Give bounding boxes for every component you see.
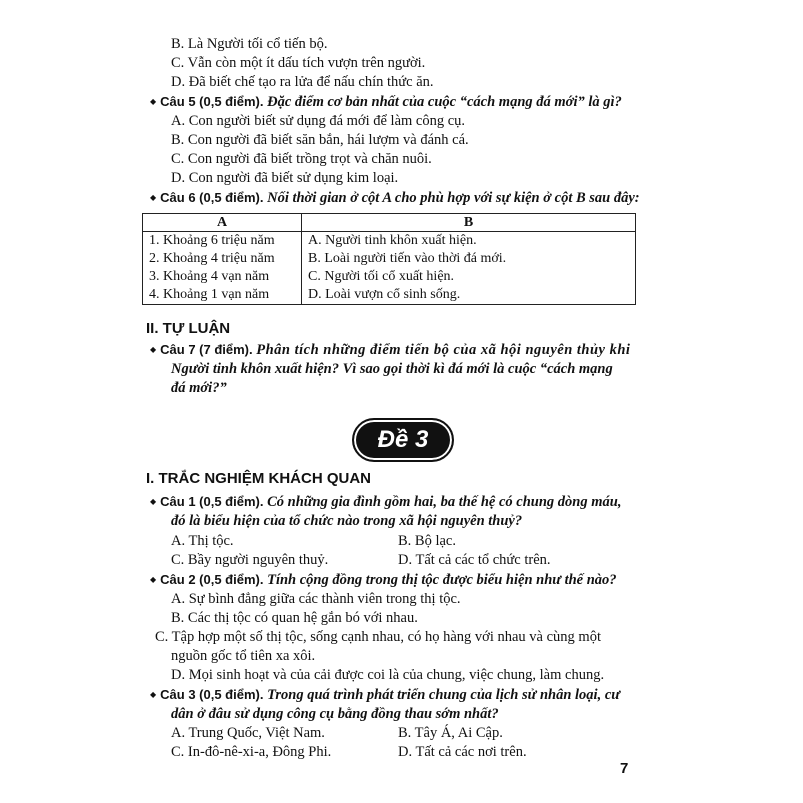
- question-text-line: dân ở đâu sử dụng công cụ bằng đồng thau sớm nhất?: [171, 706, 499, 722]
- exam-number-badge: Đề 3: [352, 418, 454, 462]
- bullet-icon: ◆: [150, 690, 157, 699]
- option-d: D. Con người đã biết sử dụng kim loại.: [171, 170, 399, 186]
- option-c: C. Bầy người nguyên thuỷ.: [171, 552, 329, 568]
- option-c: C. Vẫn còn một ít dấu tích vượn trên người.: [171, 55, 426, 71]
- table-row: [143, 250, 636, 268]
- option-a: A. Sự bình đẳng giữa các thành viên trong thị tộc.: [171, 591, 461, 607]
- table-cell: B. Loài người tiến vào thời đá mới.: [302, 250, 636, 268]
- question-7: [150, 341, 630, 361]
- option-b: B. Tây Á, Ai Cập.: [398, 725, 503, 741]
- question-1: [150, 493, 621, 513]
- table-cell: A. Người tinh khôn xuất hiện.: [302, 232, 636, 251]
- question-text: Trong quá trình phát triển chung của lịch sử nhân loại, cư: [267, 687, 620, 703]
- question-text-line: Người tinh khôn xuất hiện? Vì sao gọi thời kì đá mới là cuộc “cách mạng: [171, 361, 613, 377]
- bullet-icon: ◆: [150, 97, 157, 106]
- bullet-icon: ◆: [150, 345, 157, 354]
- option-d: D. Mọi sinh hoạt và của cải được coi là của chung, việc chung, làm chung.: [171, 667, 605, 683]
- bullet-icon: ◆: [150, 193, 157, 202]
- table-cell: 2. Khoảng 4 triệu năm: [143, 250, 302, 268]
- page-number: 7: [620, 760, 629, 777]
- option-b: B. Là Người tối cổ tiến bộ.: [171, 36, 328, 52]
- option-c: C. In-đô-nê-xi-a, Đông Phi.: [171, 744, 332, 760]
- option-c: C. Tập hợp một số thị tộc, sống cạnh nhau, có họ hàng với nhau và cùng một: [155, 629, 601, 645]
- option-b: B. Các thị tộc có quan hệ gắn bó với nhau.: [171, 610, 418, 626]
- question-2: [150, 571, 617, 591]
- column-b-header: B: [302, 214, 636, 232]
- question-3: [150, 686, 620, 706]
- question-text: Nối thời gian ở cột A cho phù hợp với sự kiện ở cột B sau đây:: [267, 190, 640, 206]
- table-cell: D. Loài vượn cổ sinh sống.: [302, 286, 636, 305]
- section-title: II. TỰ LUẬN: [146, 320, 231, 337]
- table-row: [143, 268, 636, 286]
- option-b: B. Bộ lạc.: [398, 533, 456, 549]
- option-d: D. Tất cả các tổ chức trên.: [398, 552, 551, 568]
- question-text: Phân tích những điểm tiến bộ của xã hội nguyên thủy khi: [256, 342, 631, 358]
- question-text: Có những gia đình gồm hai, ba thế hệ có chung dòng máu,: [267, 494, 622, 510]
- option-b: B. Con người đã biết săn bắn, hái lượm và đánh cá.: [171, 132, 469, 148]
- table-cell: 3. Khoảng 4 vạn năm: [143, 268, 302, 286]
- question-6: [150, 189, 640, 209]
- question-label: Câu 3 (0,5 điểm).: [160, 687, 264, 702]
- section-title: I. TRẮC NGHIỆM KHÁCH QUAN: [146, 470, 371, 487]
- question-label: Câu 1 (0,5 điểm).: [160, 494, 264, 509]
- table-cell: 4. Khoảng 1 vạn năm: [143, 286, 302, 305]
- bullet-icon: ◆: [150, 575, 157, 584]
- question-text: Đặc điểm cơ bản nhất của cuộc “cách mạng đá mới” là gì?: [267, 94, 622, 110]
- question-label: Câu 6 (0,5 điểm).: [160, 190, 264, 205]
- question-label: Câu 2 (0,5 điểm).: [160, 572, 264, 587]
- option-d: D. Tất cả các nơi trên.: [398, 744, 527, 760]
- matching-table: [142, 213, 636, 305]
- option-c-continued: nguồn gốc tổ tiên xa xôi.: [171, 648, 316, 664]
- question-label: Câu 5 (0,5 điểm).: [160, 94, 264, 109]
- option-a: A. Thị tộc.: [171, 533, 234, 549]
- question-label: Câu 7 (7 điểm).: [160, 342, 253, 357]
- question-text-line: đá mới?”: [171, 380, 227, 396]
- question-text-line: đó là biểu hiện của tổ chức nào trong xã hội nguyên thuỷ?: [171, 513, 523, 529]
- question-5: [150, 93, 622, 113]
- option-a: A. Trung Quốc, Việt Nam.: [171, 725, 325, 741]
- option-a: A. Con người biết sử dụng đá mới để làm công cụ.: [171, 113, 466, 129]
- table-cell: 1. Khoảng 6 triệu năm: [143, 232, 302, 251]
- question-text: Tính cộng đồng trong thị tộc được biểu hiện như thế nào?: [267, 572, 617, 588]
- column-a-header: A: [143, 214, 302, 232]
- table-cell: C. Người tối cổ xuất hiện.: [302, 268, 636, 286]
- option-c: C. Con người đã biết trồng trọt và chăn nuôi.: [171, 151, 432, 167]
- table-row: [143, 286, 636, 305]
- table-row: [143, 232, 636, 251]
- bullet-icon: ◆: [150, 497, 157, 506]
- option-d: D. Đã biết chế tạo ra lửa để nấu chín thức ăn.: [171, 74, 434, 90]
